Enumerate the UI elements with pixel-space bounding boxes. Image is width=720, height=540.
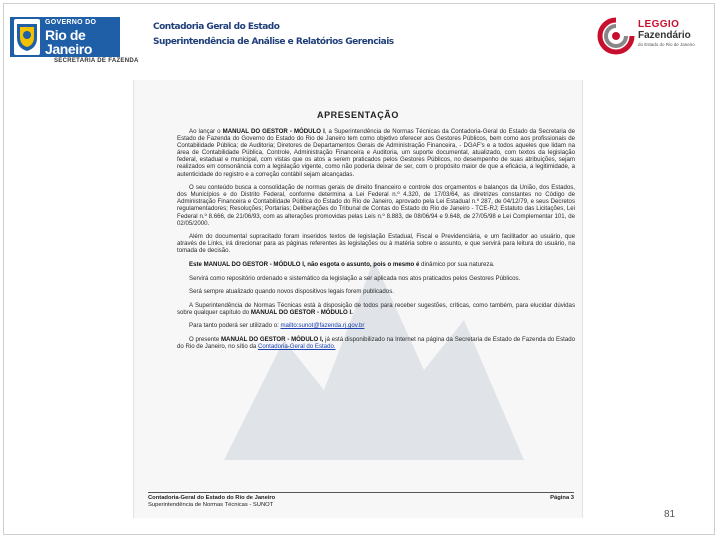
coat-of-arms-icon [14,19,40,55]
paragraph-2: O seu conteúdo busca a consolidação de normas gerais de direito financeiro e controle dos orçamentos e balanços da União, dos Estados, dos Municípios e do Distrito Federal, conforme determina a Lei Federal n.º 4.320, de 17/03/64, as diretrizes constantes no Código de Administração Financeira e Contabilidade Pública do Estado do Rio de Janeiro, aprovado pela Lei Estadual n.º 287, de 04/12/79, e seus Decretos regulamentadores; Resoluções; Portarias; Deliberações do Tribunal de Contas do Estado do Rio de Janeiro - TCE-RJ; Estatuto das Licitações, Lei Federal n.º 8.666, de 21/06/93, com as alterações promovidas pelas Leis n.º 8.883, de 08/06/94 e 9.648, de 27/05/98 e Lei Complementar 101, de 02/05/2000. [177,184,575,227]
paragraph-1: Ao lançar o MANUAL DO GESTOR - MÓDULO I, a Superintendência de Normas Técnicas da Contadoria-Geral do Estado da Secretaria de Estado de Fazenda do Governo do Estado do Rio de Janeiro tem como objetivo oferecer aos Gestores Públicos, bem como aos profissionais de Contabilidade Pública; de Auditoria; Diretores de Departamentos Gerais de Administração Financeira, - DGAF's e a todos aqueles que lidam na área de Contabilidade Pública, Controle, Administração Financeira e Auditoria, um suporte documental, atualizado, com textos da legislação federal, estadual e municipal, com vistas que os atos a serem praticados pelos Gestores Públicos, no desempenho de suas atribuições, sejam realizados em consonância com a legislação vigente, como não poderia deixar de ser, com o propósito maior de que a eficácia, a legitimidade, a autenticidade do registro e a correção contábil sejam alcançadas. [177,128,575,178]
document-body [177,128,575,357]
leggio-swirl-icon [596,16,636,56]
paragraph-8: Para tanto poderá ser utilizado o: mailto:sunot@fazenda.rj.gov.br [189,322,365,330]
footer-page-label: Página 3 [550,495,574,501]
slide-page-number: 81 [664,509,676,520]
logo-line-3: do Estado do Rio de Janeiro [638,42,695,47]
header-title-1: Contadoria Geral do Estado [153,22,280,32]
paragraph-3: Além do documental supracitado foram inseridos textos de legislação Estadual, Fiscal e Previdenciária, e um facilitador ao usuário, que através de Links, irá direcionar para as páginas referentes às legislações ou à matéria sobre o assunto, e que servirá para leitura do usuário, na tomada de decisão. [177,233,575,255]
secretaria-label: SECRETARIA DE FAZENDA [54,58,139,64]
header-titles [153,22,394,47]
paragraph-5: Servirá como repositório ordenado e sistemático da legislação a ser aplicada nos atos praticados pelos Gestores Públicos. [189,274,521,282]
governo-rio-logo [10,17,120,57]
gov-line1: GOVERNO DO [45,18,97,26]
footer-left-2: Superintendência de Normas Técnicas - SUNOT [148,501,274,508]
logo-line-1: LEGGIO [638,19,680,30]
document-page-image [133,80,583,518]
document-footer [148,492,574,509]
paragraph-6: Será sempre atualizado quando novos dispositivos legais forem publicados. [189,288,394,296]
paragraph-7: A Superintendência de Normas Técnicas está à disposição de todos para receber sugestões, críticas, como também, para elucidar dúvidas sobre qualquer capítulo do MANUAL DO GESTOR - MÓDULO I. [177,301,575,316]
logo-line-2: Fazendário [638,30,691,41]
gov-line2: Rio de Janeiro [45,26,92,57]
contadoria-link[interactable]: Contadoria-Geral do Estado. [257,343,336,351]
document-title: APRESENTAÇÃO [316,110,400,120]
footer-left-1: Contadoria-Geral do Estado do Rio de Janeiro [148,495,276,501]
leggio-fazendario-logo [596,12,714,60]
header-title-2: Superintendência de Análise e Relatórios Gerenciais [153,37,394,47]
paragraph-4: Este MANUAL DO GESTOR - MÓDULO I, não esgota o assunto, pois o mesmo é dinâmico por sua natureza. [189,261,495,268]
email-link[interactable]: mailto:sunot@fazenda.rj.gov.br [280,322,365,330]
paragraph-9: O presente MANUAL DO GESTOR - MÓDULO I, já está disponibilizado na Internet na página da Secretaria de Estado de Fazenda do Estado do Rio de Janeiro, no sítio da Contadoria-Geral do Estado. [177,336,576,351]
